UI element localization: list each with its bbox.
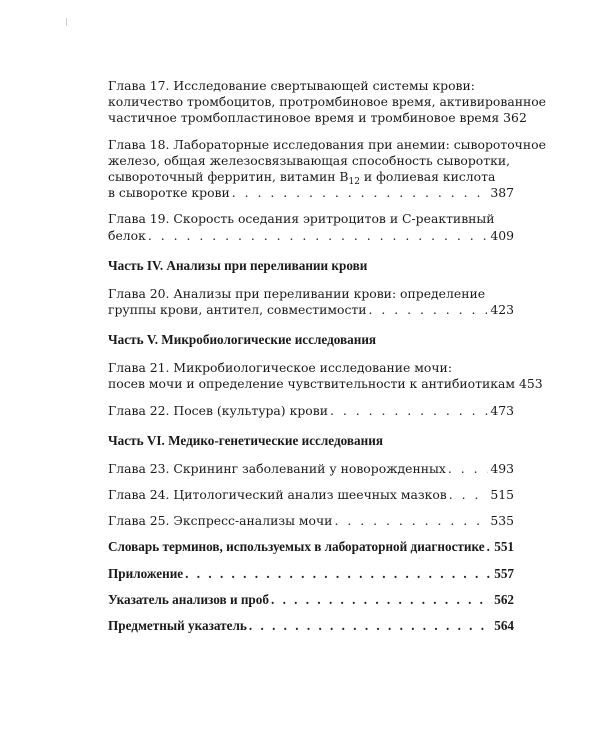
toc-entry-chapter-22[interactable] (108, 403, 514, 419)
toc-entry-text: в сыворотке крови (108, 185, 230, 201)
toc-entry-chapter-24[interactable] (108, 487, 514, 503)
toc-entry-text: Приложение (108, 565, 184, 581)
page-number: 453 (519, 376, 543, 392)
toc-entry-text: посев мочи и определение чувствительности к антибиотикам (108, 376, 516, 392)
dot-leader (330, 403, 488, 419)
toc-entry-chapter-17[interactable] (108, 78, 547, 127)
toc-entry-text: железо, общая железосвязывающая способность сыворотки, (108, 152, 511, 168)
toc-entry-tests-index[interactable] (108, 592, 514, 608)
page-number: 493 (490, 460, 514, 476)
toc-entry-text: Глава 17. Исследование свертывающей системы крови: (108, 78, 475, 93)
page-number: 409 (490, 227, 514, 243)
dot-leader (487, 539, 493, 555)
toc-entry-text: Глава 18. Лабораторные исследования при анемии: сывороточное (108, 136, 546, 152)
toc-entry-text: Глава 20. Анализы при переливании крови: определение (108, 285, 486, 301)
dot-leader (448, 461, 488, 477)
part-heading-6[interactable]: Часть VI. Медико-генетические исследования (108, 432, 383, 448)
toc-entry-text-part: сывороточный ферритин, витамин B (108, 169, 349, 185)
toc-entry-text: Указатель анализов и проб (108, 591, 269, 607)
toc-entry-text: Словарь терминов, используемых в лабораторной диагностике (108, 539, 485, 555)
dot-leader (185, 566, 492, 582)
toc-entry-text-part: и фолиевая кислота (359, 169, 496, 185)
page-number: 551 (494, 539, 514, 555)
toc-entry-subject-index[interactable] (108, 618, 514, 634)
subscript: 12 (348, 177, 360, 188)
page-number: 362 (503, 110, 527, 126)
dot-leader (334, 513, 488, 529)
toc-entry-text: Предметный указатель (108, 618, 247, 634)
toc-entry-chapter-18[interactable] (108, 136, 546, 202)
toc-entry-text: Глава 25. Экспресс-анализы мочи (108, 513, 333, 529)
dot-leader (249, 618, 492, 634)
dot-leader (148, 228, 488, 244)
toc-entry-text: группы крови, антител, совместимости (108, 302, 367, 318)
toc-entry-text: Глава 21. Микробиологическое исследование мочи: (108, 360, 452, 376)
page-number: 423 (490, 302, 514, 318)
toc-entry-chapter-21[interactable] (108, 360, 543, 392)
toc-entry-text (108, 169, 514, 188)
page-number: 387 (490, 185, 514, 201)
page-number: 515 (490, 487, 514, 503)
toc-entry-text: Глава 24. Цитологический анализ шеечных мазков (108, 487, 447, 503)
dot-leader (271, 592, 492, 608)
toc-entry-text: частичное тромбопластиновое время и тромбиновое время (108, 110, 500, 126)
dot-leader (369, 302, 489, 318)
part-heading-5[interactable]: Часть V. Микробиологические исследования (108, 332, 377, 348)
toc-entry-chapter-25[interactable] (108, 513, 514, 529)
page-number: 557 (494, 565, 514, 581)
toc-entry-text: Глава 23. Скрининг заболеваний у новорожденных (108, 460, 446, 476)
table-of-contents (108, 78, 547, 644)
toc-entry-text: количество тромбоцитов, протромбиновое время, активированное (108, 94, 547, 110)
toc-entry-chapter-20[interactable] (108, 286, 514, 318)
toc-entry-appendix[interactable] (108, 566, 514, 582)
toc-entry-text: белок (108, 227, 146, 243)
page-number: 535 (490, 513, 514, 529)
toc-entry-glossary[interactable] (108, 539, 514, 555)
page-number: 473 (490, 402, 514, 418)
dot-leader (232, 185, 489, 201)
toc-entry-text: Глава 22. Посев (культура) крови (108, 402, 328, 418)
toc-entry-text: Глава 19. Скорость оседания эритроцитов и C-реактивный (108, 211, 495, 227)
page-number: 562 (494, 591, 514, 607)
toc-entry-chapter-19[interactable] (108, 211, 514, 243)
dot-leader (449, 487, 489, 503)
page-number: 564 (494, 618, 514, 634)
part-heading-4[interactable]: Часть IV. Анализы при переливании крови (108, 257, 368, 273)
toc-entry-chapter-23[interactable] (108, 461, 514, 477)
page-edge-mark (66, 18, 67, 26)
